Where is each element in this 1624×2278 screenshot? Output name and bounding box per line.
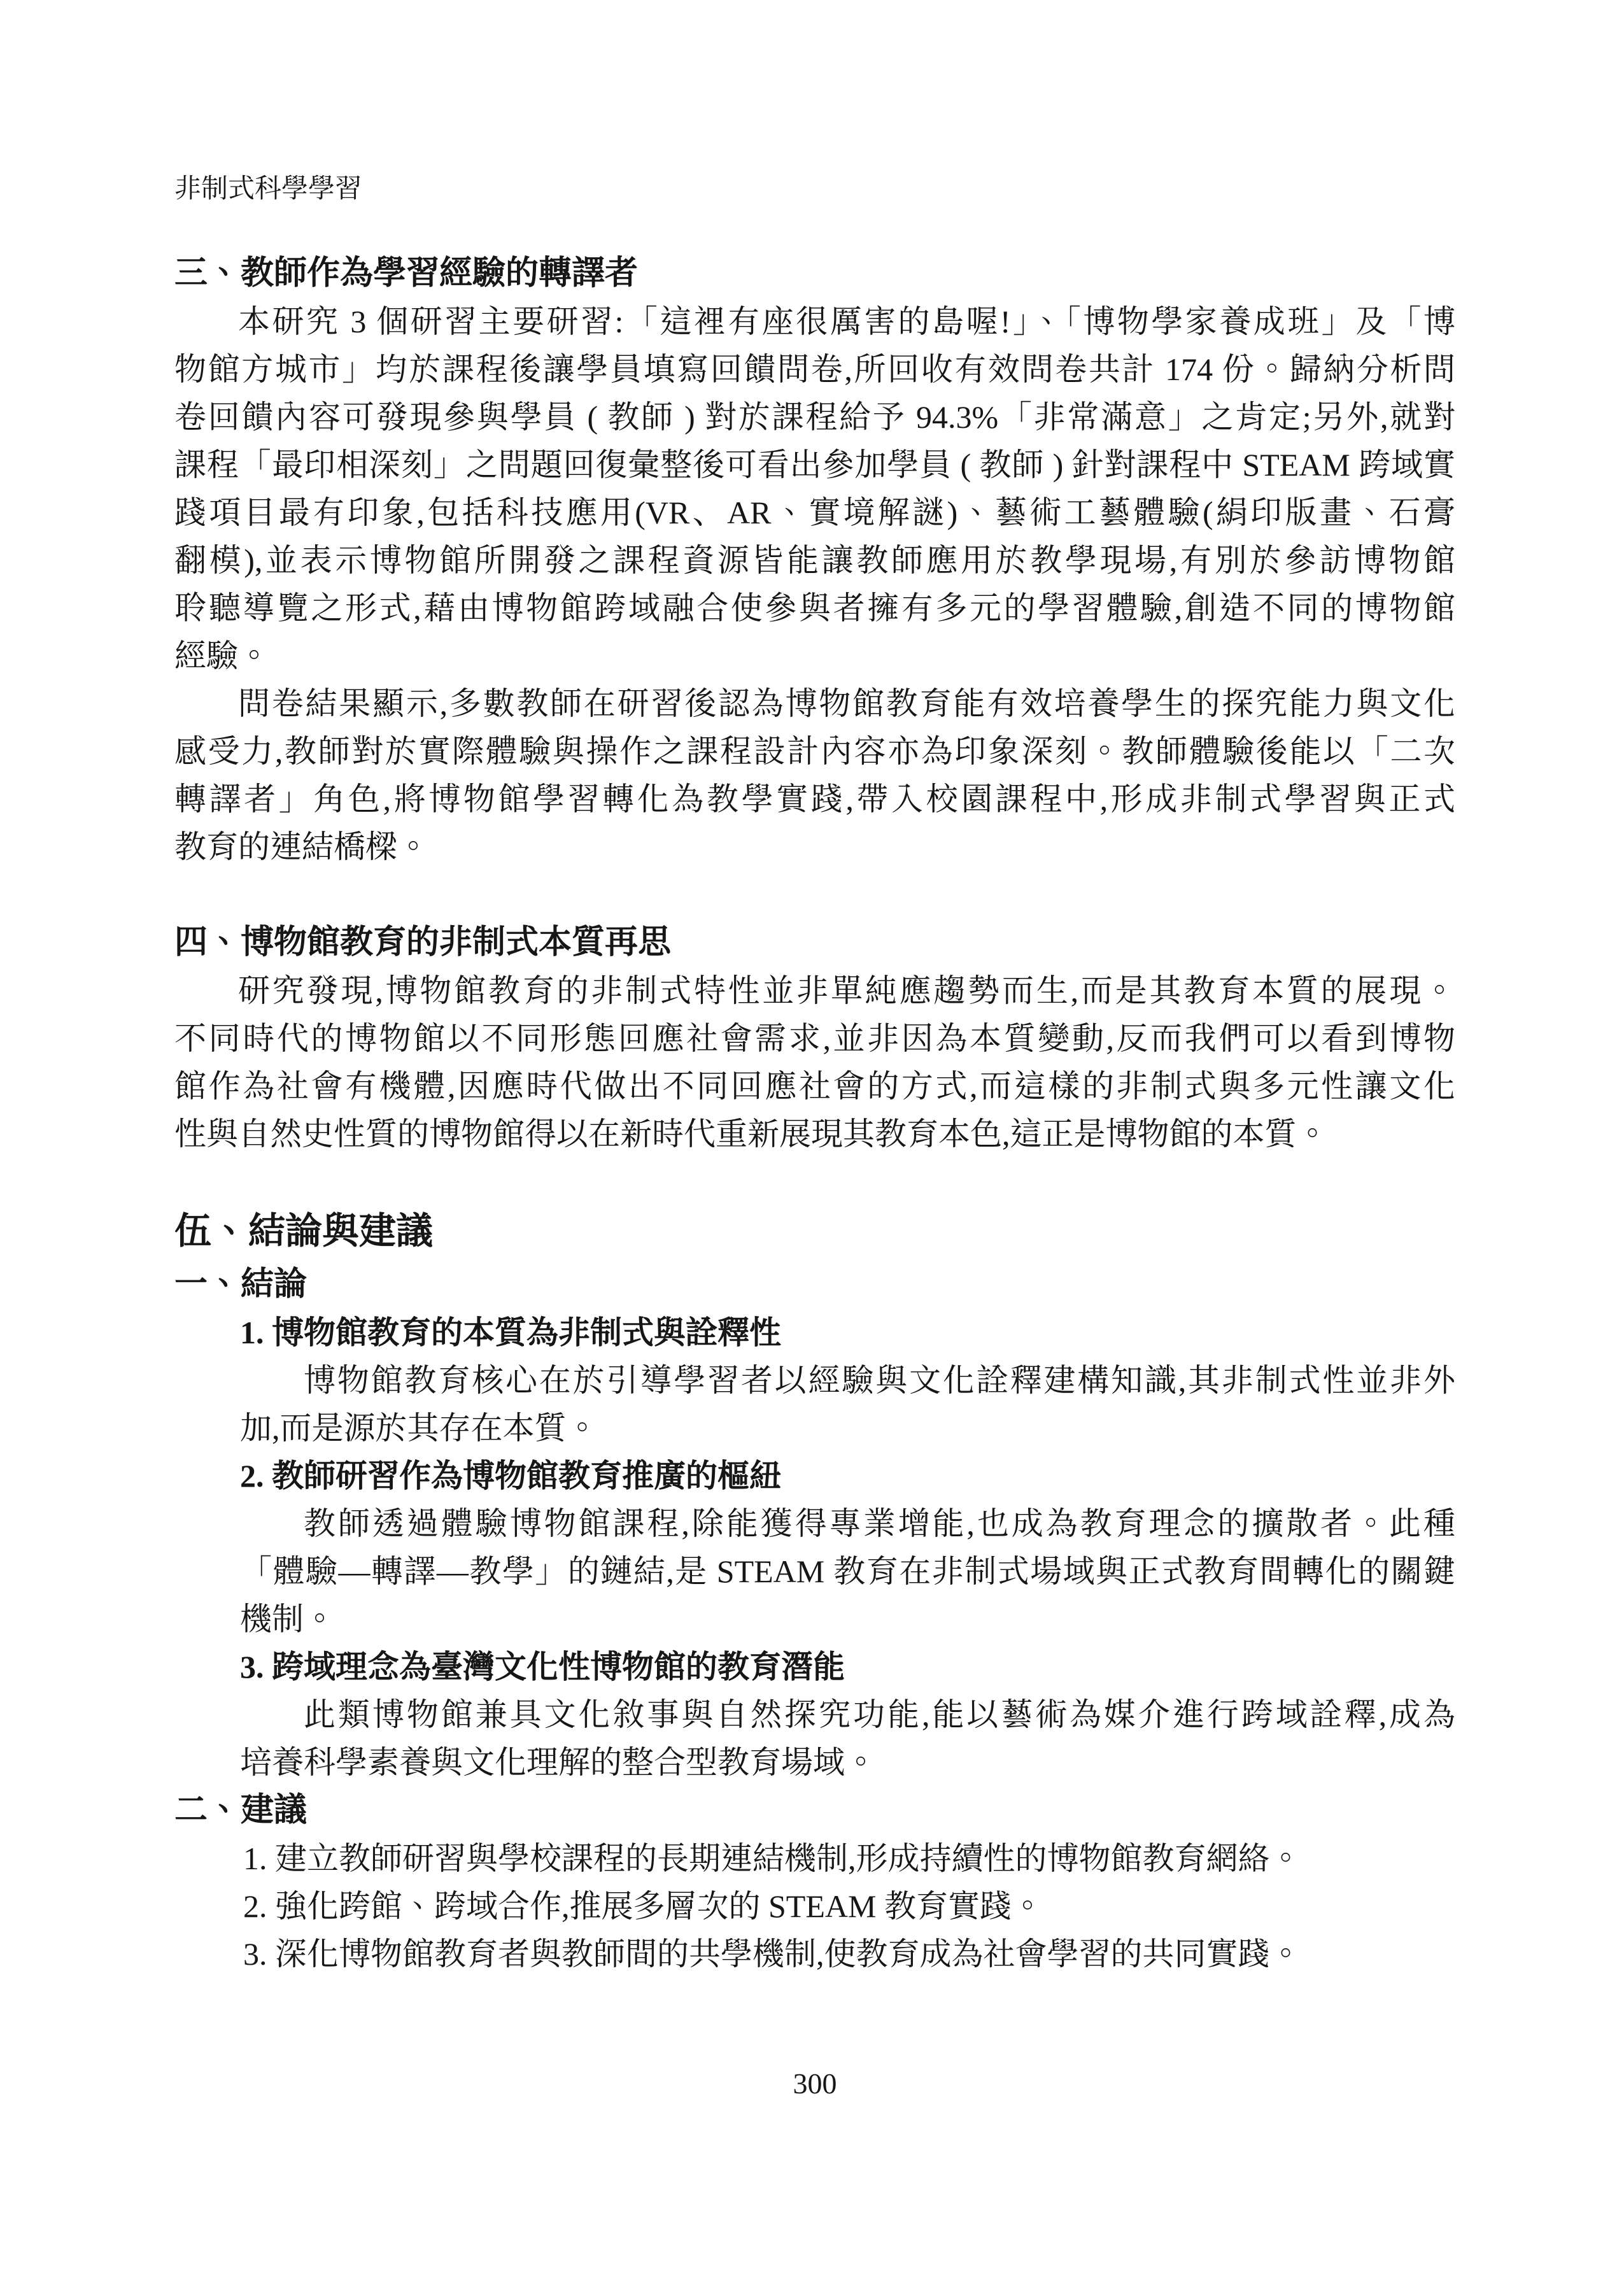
- text-line: 感受力,教師對於實際體驗與操作之課程設計內容亦為印象深刻。教師體驗後能以「二次: [174, 733, 1455, 769]
- conclusion-item-3-body: [240, 1691, 1455, 1786]
- text-line: 機制。: [240, 1601, 335, 1637]
- text-line: 性與自然史性質的博物館得以在新時代重新展現其教育本色,這正是博物館的本質。: [174, 1116, 1329, 1152]
- paragraph-informal-nature: [174, 967, 1455, 1158]
- text-line: 經驗。: [174, 638, 270, 674]
- paragraph-survey-results: [174, 298, 1455, 680]
- text-line: 加,而是源於其存在本質。: [240, 1410, 598, 1446]
- text-line: 轉譯者」角色,將博物館學習轉化為教學實踐,帶入校園課程中,形成非制式學習與正式: [174, 781, 1455, 817]
- page-content: [174, 250, 1455, 1978]
- text-line: 教師透過體驗博物館課程,除能獲得專業增能,也成為教育理念的擴散者。此種: [304, 1506, 1455, 1541]
- text-line: 博物館教育核心在於引導學習者以經驗與文化詮釋建構知識,其非制式性並非外: [304, 1362, 1455, 1398]
- text-line: 培養科學素養與文化理解的整合型教育場域。: [240, 1744, 877, 1780]
- text-line: 物館方城市」均於課程後讓學員填寫回饋問卷,所回收有效問卷共計 174 份。歸納分析問: [174, 351, 1455, 387]
- text-line: 課程「最印相深刻」之問題回復彙整後可看出參加學員 ( 教師 ) 針對課程中 STEAM 跨域實: [174, 447, 1455, 483]
- text-line: 教育的連結橋樑。: [174, 829, 429, 865]
- text-line: 問卷結果顯示,多數教師在研習後認為博物館教育能有效培養學生的探究能力與文化: [238, 686, 1455, 721]
- subsection-heading-suggestions: 二、建議: [174, 1792, 307, 1829]
- suggestion-item-3: 3. 深化博物館教育者與教師間的共學機制,使教育成為社會學習的共同實踐。: [243, 1936, 1302, 1972]
- conclusion-item-1-title: 1. 博物館教育的本質為非制式與詮釋性: [240, 1315, 781, 1350]
- text-line: 此類博物館兼具文化敘事與自然探究功能,能以藝術為媒介進行跨域詮釋,成為: [304, 1697, 1455, 1732]
- section-heading-teacher-translator: 三、教師作為學習經驗的轉譯者: [174, 255, 639, 292]
- chapter-heading-conclusion-suggestions: 伍、結論與建議: [174, 1210, 434, 1252]
- conclusion-item-1-body: [240, 1357, 1455, 1452]
- text-line: 聆聽導覽之形式,藉由博物館跨域融合使參與者擁有多元的學習體驗,創造不同的博物館: [174, 590, 1455, 626]
- text-line: 「體驗—轉譯—教學」的鏈結,是 STEAM 教育在非制式場域與正式教育間轉化的關鍵: [240, 1553, 1455, 1589]
- text-line: 翻模),並表示博物館所開發之課程資源皆能讓教師應用於教學現場,有別於參訪博物館: [174, 542, 1455, 578]
- running-header: 非制式科學學習: [174, 174, 362, 204]
- conclusion-item-2-body: [240, 1500, 1455, 1643]
- page-number: 300: [793, 2067, 837, 2100]
- section-heading-informal-nature: 四、博物館教育的非制式本質再思: [174, 924, 672, 961]
- subsection-heading-conclusion: 一、結論: [174, 1266, 307, 1303]
- paragraph-questionnaire-findings: [174, 680, 1455, 871]
- conclusion-item-3-title: 3. 跨域理念為臺灣文化性博物館的教育潛能: [240, 1649, 845, 1685]
- text-line: 館作為社會有機體,因應時代做出不同回應社會的方式,而這樣的非制式與多元性讓文化: [174, 1068, 1455, 1104]
- conclusion-item-2-title: 2. 教師研習作為博物館教育推廣的樞紐: [240, 1458, 781, 1494]
- text-line: 踐項目最有印象,包括科技應用(VR、AR、實境解謎)、藝術工藝體驗(絹印版畫、石膏: [174, 495, 1455, 530]
- suggestion-item-1: 1. 建立教師研習與學校課程的長期連結機制,形成持續性的博物館教育網絡。: [243, 1841, 1302, 1876]
- text-line: 卷回饋內容可發現參與學員 ( 教師 ) 對於課程給予 94.3%「非常滿意」之肯定;另外,就對: [174, 399, 1455, 435]
- text-line: 本研究 3 個研習主要研習:「這裡有座很厲害的島喔!」、「博物學家養成班」及「博: [238, 304, 1455, 339]
- text-line: 研究發現,博物館教育的非制式特性並非單純應趨勢而生,而是其教育本質的展現。: [238, 973, 1455, 1008]
- suggestion-item-2: 2. 強化跨館、跨域合作,推展多層次的 STEAM 教育實踐。: [243, 1888, 1043, 1924]
- text-line: 不同時代的博物館以不同形態回應社會需求,並非因為本質變動,反而我們可以看到博物: [174, 1021, 1455, 1056]
